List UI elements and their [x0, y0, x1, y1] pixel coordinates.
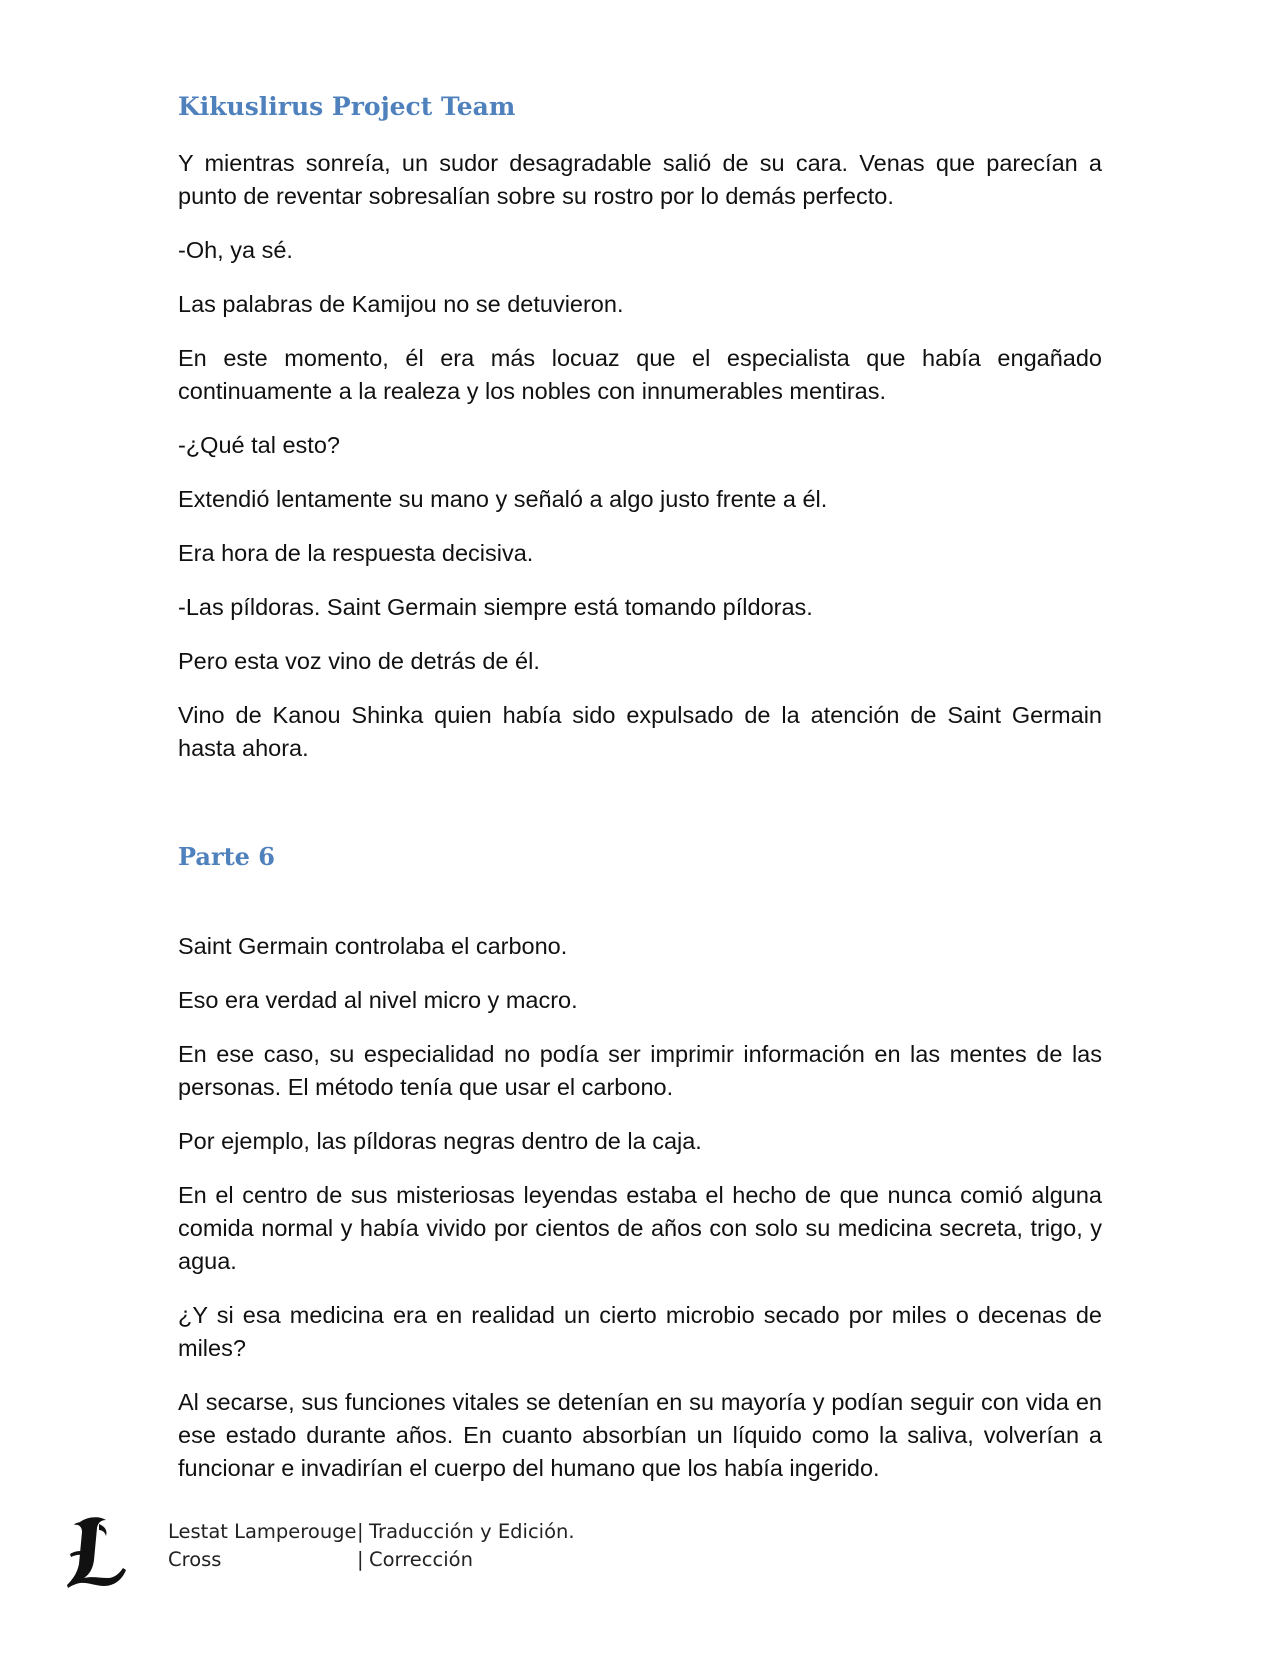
paragraph: En este momento, él era más locuaz que el especialista que había engañado continuamente a la realeza y los nobles con innumerables mentiras.: [178, 345, 1102, 404]
paragraph: En el centro de sus misteriosas leyendas estaba el hecho de que nunca comió alguna comida normal y había vivido por cientos de años con solo su medicina secreta, trigo, y agua.: [178, 1182, 1102, 1274]
section-2-body: [178, 930, 1102, 1506]
paragraph: Y mientras sonreía, un sudor desagradable salió de su cara. Venas que parecían a punto de reventar sobresalían sobre su rostro por lo demás perfecto.: [178, 150, 1102, 209]
paragraph: -Oh, ya sé.: [178, 237, 293, 263]
credit-row: [168, 1518, 575, 1546]
paragraph: Al secarse, sus funciones vitales se detenían en su mayoría y podían seguir con vida en ese estado durante años. En cuanto absorbían un líquido como la saliva, volverían a funcionar e invadirían el cuerpo del humano que los había ingerido.: [178, 1389, 1102, 1481]
credit-role: Corrección: [369, 1548, 473, 1571]
credit-row: [168, 1546, 575, 1574]
paragraph: En ese caso, su especialidad no podía ser imprimir información en las mentes de las personas. El método tenía que usar el carbono.: [178, 1041, 1102, 1100]
credit-role: Traducción y Edición.: [369, 1520, 575, 1543]
paragraph: Pero esta voz vino de detrás de él.: [178, 648, 540, 674]
credit-separator: |: [357, 1548, 364, 1571]
paragraph: Las palabras de Kamijou no se detuvieron.: [178, 291, 624, 317]
paragraph: Vino de Kanou Shinka quien había sido expulsado de la atención de Saint Germain hasta ahora.: [178, 702, 1102, 761]
paragraph: ¿Y si esa medicina era en realidad un cierto microbio secado por miles o decenas de miles?: [178, 1302, 1102, 1361]
footer-credits: [168, 1518, 575, 1574]
paragraph: Eso era verdad al nivel micro y macro.: [178, 987, 578, 1013]
page-header-title: Kikuslirus Project Team: [178, 92, 516, 121]
paragraph: Saint Germain controlaba el carbono.: [178, 933, 568, 959]
credit-name: Cross: [168, 1548, 222, 1571]
paragraph: -¿Qué tal esto?: [178, 432, 340, 458]
paragraph: Extendió lentamente su mano y señaló a algo justo frente a él.: [178, 486, 828, 512]
gothic-l-logo-icon: [66, 1514, 128, 1588]
section-heading: Parte 6: [178, 842, 276, 871]
credit-name: Lestat Lamperouge: [168, 1520, 357, 1543]
paragraph: Por ejemplo, las píldoras negras dentro de la caja.: [178, 1128, 702, 1154]
paragraph: -Las píldoras. Saint Germain siempre está tomando píldoras.: [178, 594, 813, 620]
credit-separator: |: [357, 1520, 364, 1543]
paragraph: Era hora de la respuesta decisiva.: [178, 540, 534, 566]
section-1-body: [178, 147, 1102, 786]
